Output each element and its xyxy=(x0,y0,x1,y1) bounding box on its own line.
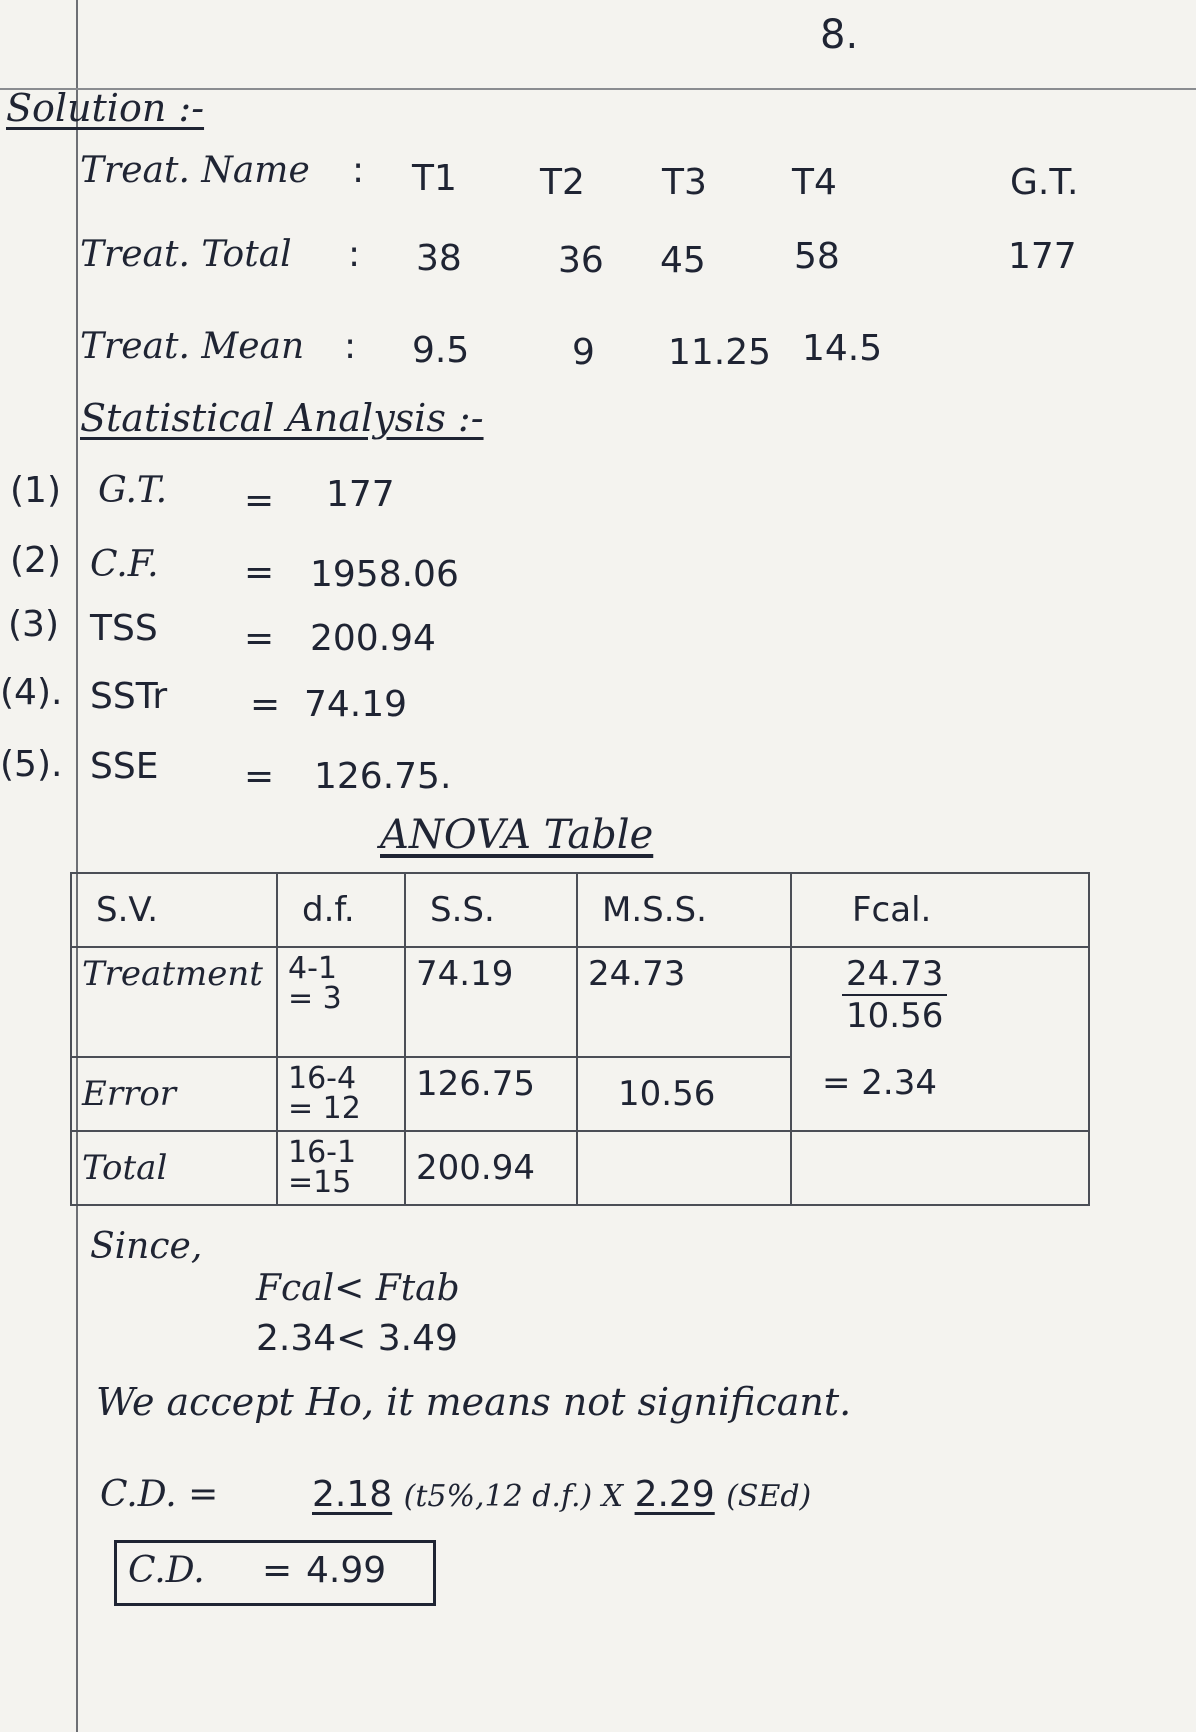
treat-name-t1: T1 xyxy=(412,158,457,199)
analysis-num-1: (1) xyxy=(10,470,61,511)
grand-total-label: G.T. xyxy=(1010,162,1079,203)
conclusion-statement: We accept Ho, it means not significant. xyxy=(96,1380,852,1424)
row-fcal xyxy=(791,947,1089,1057)
row-fcal: = 2.34 xyxy=(791,1057,1089,1131)
df-result: = 12 xyxy=(288,1091,361,1126)
analysis-label-1: G.T. xyxy=(98,470,168,511)
treat-name-label: Treat. Name xyxy=(80,150,310,191)
since-label: Since, xyxy=(90,1226,203,1267)
anova-row-total xyxy=(71,1131,1089,1205)
row-sv: Error xyxy=(71,1057,277,1131)
header-fcal: Fcal. xyxy=(791,873,1089,947)
page-number: 8. xyxy=(820,12,859,58)
treat-total-t3: 45 xyxy=(660,240,706,281)
analysis-eq-2: = xyxy=(244,552,275,593)
df-result: =15 xyxy=(288,1165,352,1200)
treat-mean-t1: 9.5 xyxy=(412,330,470,371)
analysis-heading: Statistical Analysis :- xyxy=(80,396,484,440)
treat-total-t4: 58 xyxy=(794,236,840,277)
margin-line xyxy=(76,0,78,1732)
cd-sed-note: (SEd) xyxy=(726,1479,812,1514)
analysis-eq-3: = xyxy=(244,618,275,659)
anova-table xyxy=(70,872,1090,1206)
treat-mean-colon: : xyxy=(344,326,357,367)
treat-mean-t3: 11.25 xyxy=(668,332,772,373)
header-mss: M.S.S. xyxy=(577,873,791,947)
row-ss: 200.94 xyxy=(405,1131,577,1205)
row-sv: Treatment xyxy=(71,947,277,1057)
cd-sed-value: 2.29 xyxy=(634,1474,715,1515)
analysis-num-3: (3) xyxy=(8,604,59,645)
treat-total-colon: : xyxy=(348,234,361,275)
row-df xyxy=(277,1057,405,1131)
analysis-value-4: 74.19 xyxy=(304,684,408,725)
analysis-label-4: SSTr xyxy=(90,676,168,717)
row-mss: 10.56 xyxy=(577,1057,791,1131)
row-df xyxy=(277,947,405,1057)
analysis-eq-5: = xyxy=(244,756,275,797)
header-ss: S.S. xyxy=(405,873,577,947)
df-result: = 3 xyxy=(288,981,342,1016)
row-mss: 24.73 xyxy=(577,947,791,1057)
treat-total-t2: 36 xyxy=(558,240,604,281)
treat-name-t3: T3 xyxy=(662,162,707,203)
anova-header-row xyxy=(71,873,1089,947)
solution-heading: Solution :- xyxy=(6,86,205,130)
treat-total-t1: 38 xyxy=(416,238,462,279)
cd-t-note: (t5%,12 d.f.) X xyxy=(403,1479,624,1514)
cd-t-value: 2.18 xyxy=(312,1474,393,1515)
row-ss: 126.75 xyxy=(405,1057,577,1131)
grand-total-value: 177 xyxy=(1008,236,1077,277)
treat-name-t4: T4 xyxy=(792,162,837,203)
analysis-value-2: 1958.06 xyxy=(310,554,459,595)
analysis-value-3: 200.94 xyxy=(310,618,436,659)
treat-mean-t4: 14.5 xyxy=(802,328,883,369)
cd-result-eq: = xyxy=(262,1550,293,1591)
analysis-eq-1: = xyxy=(244,480,275,521)
value-comparison: 2.34< 3.49 xyxy=(256,1318,458,1359)
analysis-label-3: TSS xyxy=(90,608,158,649)
treat-total-label: Treat. Total xyxy=(80,234,292,275)
analysis-num-2: (2) xyxy=(10,540,61,581)
cd-result-label: C.D. xyxy=(128,1550,205,1591)
df-expression: 16-1 xyxy=(288,1135,357,1170)
cd-formula xyxy=(312,1474,811,1515)
analysis-num-4: (4). xyxy=(0,672,63,713)
df-expression: 16-4 xyxy=(288,1061,357,1096)
row-mss xyxy=(577,1131,791,1205)
f-comparison: Fcal< Ftab xyxy=(256,1268,460,1309)
analysis-value-5: 126.75. xyxy=(314,756,452,797)
row-sv: Total xyxy=(71,1131,277,1205)
fcal-denominator: 10.56 xyxy=(846,996,944,1036)
treat-name-colon: : xyxy=(352,150,365,191)
analysis-value-1: 177 xyxy=(326,474,395,515)
treat-mean-t2: 9 xyxy=(572,332,595,373)
header-df: d.f. xyxy=(277,873,405,947)
anova-title: ANOVA Table xyxy=(380,812,654,858)
fcal-fraction xyxy=(842,954,947,1036)
analysis-num-5: (5). xyxy=(0,744,63,785)
cd-label: C.D. = xyxy=(100,1474,219,1515)
row-ss: 74.19 xyxy=(405,947,577,1057)
analysis-label-5: SSE xyxy=(90,746,159,787)
cd-result-value: 4.99 xyxy=(306,1550,387,1591)
header-sv: S.V. xyxy=(71,873,277,947)
row-df xyxy=(277,1131,405,1205)
analysis-eq-4: = xyxy=(250,684,281,725)
fcal-numerator: 24.73 xyxy=(842,954,947,996)
df-expression: 4-1 xyxy=(288,951,337,986)
treat-mean-label: Treat. Mean xyxy=(80,326,305,367)
analysis-label-2: C.F. xyxy=(90,544,159,585)
treat-name-t2: T2 xyxy=(540,162,585,203)
anova-row-error xyxy=(71,1057,1089,1131)
row-fcal xyxy=(791,1131,1089,1205)
anova-row-treatment xyxy=(71,947,1089,1057)
